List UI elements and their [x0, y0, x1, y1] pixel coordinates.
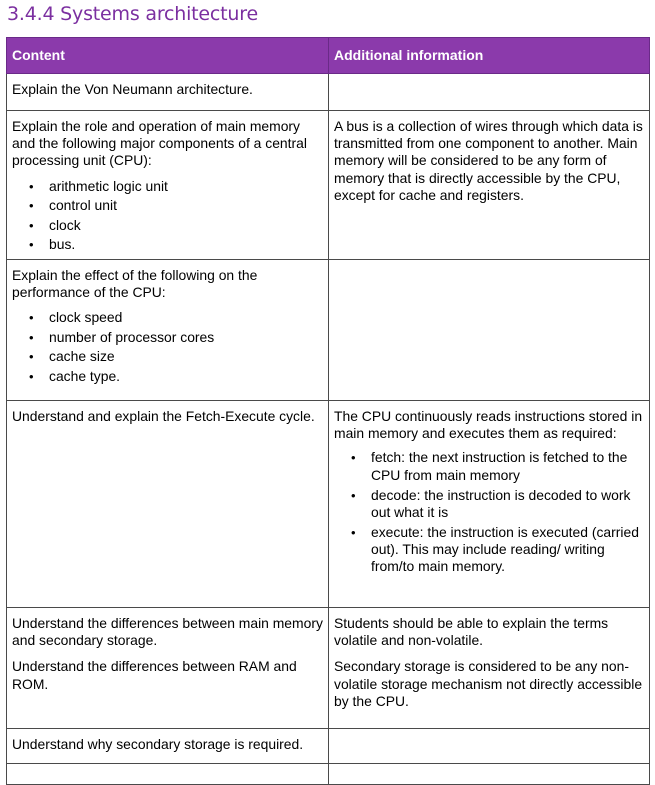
list-item: • cache size	[29, 348, 323, 365]
content-cell	[7, 74, 329, 111]
content-text: Understand the differences between RAM and ROM.	[12, 658, 297, 692]
content-cell	[7, 608, 329, 729]
list-item: • cache type.	[29, 368, 323, 385]
bullet-list	[12, 178, 323, 254]
table-row	[7, 260, 650, 401]
table-header-row	[7, 38, 650, 74]
table-row	[7, 111, 650, 260]
content-cell	[7, 111, 329, 260]
bullet-list	[12, 309, 323, 385]
content-cell	[7, 729, 329, 764]
content-text: Understand the differences between main memory and secondary storage.	[12, 615, 323, 649]
list-item: • clock	[29, 217, 323, 234]
content-text: Explain the Von Neumann architecture.	[12, 81, 253, 97]
content-cell	[7, 260, 329, 401]
additional-text: Students should be able to explain the terms volatile and non-volatile.	[334, 615, 609, 649]
additional-text: Secondary storage is considered to be any non-volatile storage mechanism not directly accessible by the CPU.	[334, 658, 643, 709]
table-row	[7, 401, 650, 608]
additional-cell	[329, 729, 650, 764]
list-item: • bus.	[29, 236, 323, 253]
additional-cell	[329, 608, 650, 729]
additional-cell	[329, 111, 650, 260]
list-item: • fetch: the next instruction is fetched to the CPU from main memory	[351, 449, 644, 483]
list-item: • clock speed	[29, 309, 323, 326]
header-additional-information: Additional information	[329, 38, 650, 74]
content-text: Explain the effect of the following on the performance of the CPU:	[12, 267, 258, 301]
section-title: 3.4.4 Systems architecture	[7, 3, 258, 25]
content-cell	[7, 401, 329, 608]
table-row	[7, 608, 650, 729]
header-content: Content	[7, 38, 329, 74]
content-text: Understand and explain the Fetch-Execute cycle.	[12, 408, 315, 424]
additional-cell	[329, 401, 650, 608]
additional-text: A bus is a collection of wires through which data is transmitted from one component to another. Main memory will be considered to be any form of memory that is directly accessible by the CPU, except for cache and registers.	[334, 118, 643, 203]
list-item: • execute: the instruction is executed (carried out). This may include reading/ writing from/to main memory.	[351, 524, 644, 576]
list-item: • number of processor cores	[29, 329, 323, 346]
list-item: • decode: the instruction is decoded to work out what it is	[351, 487, 644, 521]
bullet-list	[334, 449, 644, 575]
table-row	[7, 74, 650, 111]
additional-cell	[329, 260, 650, 401]
list-item: • control unit	[29, 197, 323, 214]
additional-text: The CPU continuously reads instructions stored in main memory and executes them as required:	[334, 408, 643, 442]
list-item: • arithmetic logic unit	[29, 178, 323, 195]
content-text: Understand why secondary storage is required.	[12, 736, 304, 752]
content-text: Explain the role and operation of main memory and the following major components of a central processing unit (CPU):	[12, 118, 307, 169]
table-row	[7, 729, 650, 764]
additional-cell	[329, 74, 650, 111]
specification-table	[6, 37, 650, 785]
